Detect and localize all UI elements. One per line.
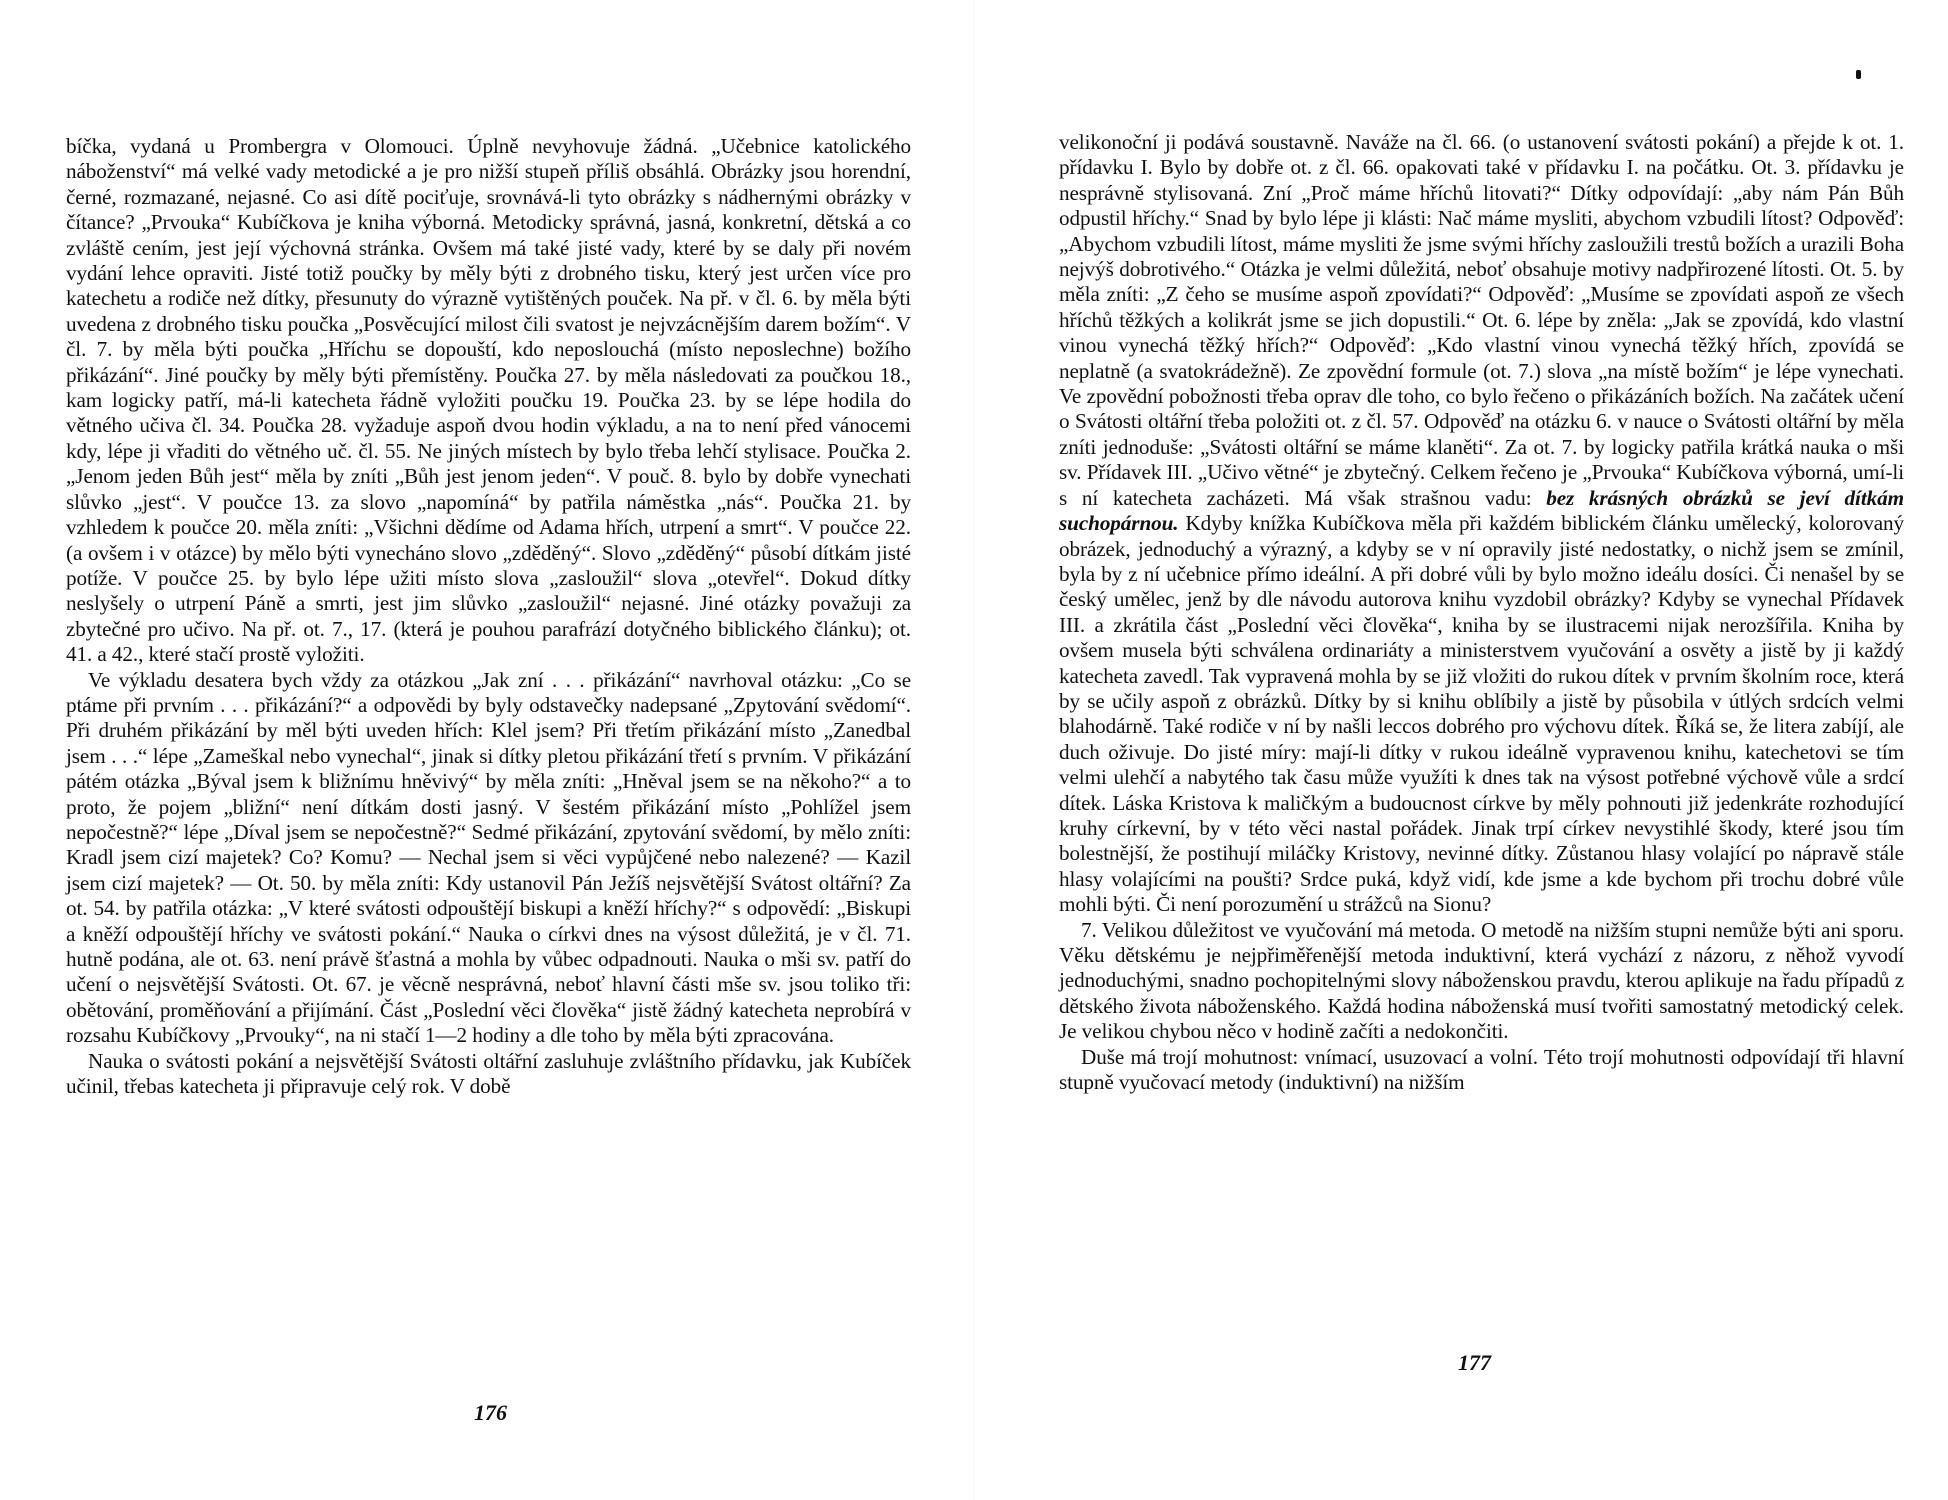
left-page-text (66, 134, 911, 1099)
right-page (974, 0, 1948, 1500)
left-paragraph-1: bíčka, vydaná u Prombergra v Olomouci. Úplně nevyhovuje žádná. „Učebnice katolického náboženství“ má velké vady metodické a je pro nižší stupeň příliš obsáhlá. Obrázky jsou horendní, černé, rozmazané, nejasné. Co asi dítě pociťuje, srovnává-li tyto obrázky s nádhernými obrázky v čítance? „Prvouka“ Kubíčkova je kniha výborná. Metodicky správná, jasná, konkretní, dětská a co zvláště cením, jest její výchovná stránka. Ovšem má také jisté vady, které by se daly při novém vydání lehce opraviti. Jisté totiž poučky by měly býti z drobného tisku, který jest určen více pro katechetu a rodiče než dítky, přesunuty do výrazně vytištěných pouček. Na př. v čl. 6. by měla býti uvedena z drobného tisku poučka „Posvěcující milost čili svatost je nejvzácnějším darem božím“. V čl. 7. by měla býti poučka „Hříchu se dopouští, kdo neposlouchá (místo neposlechne) božího přikázání“. Jiné poučky by měly býti přemístěny. Poučka 27. by měla následovati za poučkou 18., kam logicky patří, má-li katecheta řádně vyložiti poučku 19. Poučka 23. by se lépe hodila do větného učiva čl. 34. Poučka 28. vyžaduje aspoň dvou hodin výkladu, a na to není před vánocemi kdy, lépe ji vřaditi do větného uč. čl. 55. Ne jiných místech by bylo třeba lehčí stylisace. Poučka 2. „Jenom jeden Bůh jest“ měla by zníti „Bůh jest jenom jeden“. V pouč. 8. bylo by dobře vynechati slůvko „jest“. V poučce 13. za slovo „napomíná“ by patřila náměstka „nás“. Poučka 21. by vzhledem k poučce 20. měla zníti: „Všichni dědíme od Adama hřích, utrpení a smrt“. V poučce 22. (a ovšem i v otázce) by mělo býti vynecháno slovo „zděděný“. Slovo „zděděný“ působí dítkám jisté potíže. V poučce 25. by bylo lépe užiti místo slova „zasloužil“ slova „otevřel“. Dokud dítky neslyšely o utrpení Páně a smrti, jest jim slůvko „zasloužil“ nejasné. Jiné otázky považuji za zbytečné pro učivo. Na př. ot. 7., 17. (která je pouhou parafrází dotyčného biblického článku); ot. 41. a 42., které stačí prostě vyložiti. (66, 134, 911, 667)
right-paragraph-1-emphasis: bez krásných obrázků se jeví dítkám suchopárnou. (1059, 485, 1904, 536)
right-paragraph-1 (1059, 130, 1904, 918)
right-paragraph-2-text: 7. Velikou důležitost ve vyučování má metoda. O metodě na nižším stupni nemůže býti ani sporu. Věku dětskému je nejpřiměřenější metoda induktivní, která vychází z názoru, z něhož vyvodí jednoduchými, snadno pochopitelnými slovy náboženskou pravdu, kterou aplikuje na řadu případů z dětského života náboženského. Každá hodina náboženská musí tvořiti samostatný metodický celek. Je velikou chybou něco v hodině začíti a nedokončiti. (1059, 917, 1904, 1044)
right-paragraph-1-part-a: velikonoční ji podává soustavně. Naváže na čl. 66. (o ustanovení svátosti pokání) a přejde k ot. 1. přídavku I. Bylo by dobře ot. z čl. 66. opakovati také v přídavku I. na počátku. Ot. 3. přídavku je nesprávně stylisovaná. Zní „Proč máme hříchů litovati?“ Dítky odpovídají: „aby nám Pán Bůh odpustil hříchy.“ Snad by bylo lépe ji klásti: Nač máme mysliti, abychom vzbudili lítost? Odpověď: „Abychom vzbudili lítost, máme mysliti že jsme svými hříchy zasloužili trestů božích a urazili Boha nejvýš dobrotivého.“ Otázka je velmi důležitá, neboť obsahuje motivy nadpřirozené lítosti. Ot. 5. by měla zníti: „Z čeho se musíme aspoň zpovídati?“ Odpověď: „Musíme se zpovídati aspoň ze všech hříchů těžkých a kolikrát jsme se jich dopustili.“ Ot. 6. lépe by zněla: „Jak se zpovídá, kdo vlastní vinou vynechá těžký hřích?“ Odpověď: „Kdo vlastní vinou vynechá těžký hřích, zpovídá se neplatně (a svatokrádežně). Ze zpovědní formule (ot. 7.) slova „na místě božím“ je lépe vynechati. Ve zpovědní pobožnosti třeba oprav dle toho, co bylo řečeno o přikázáních božích. Na začátek učení o Svátosti oltářní třeba položiti ot. z čl. 57. Odpověď na otázku 6. v nauce o Svátosti oltářní by měla zníti jednoduše: „Svátosti oltářní se máme klaněti“. Za ot. 7. by logicky patřila krátká nauka o mši sv. Přídavek III. „Učivo větné“ je zbytečný. Celkem řečeno je „Prvouka“ Kubíčkova výborná, umí-li s ní katecheta zacházeti. Má však strašnou vadu: (1059, 130, 1904, 510)
right-paragraph-3 (1059, 1045, 1904, 1096)
print-mark (1856, 70, 1861, 79)
right-page-text (1059, 130, 1904, 1095)
page-number-right: 177 (1458, 1350, 1491, 1375)
left-paragraph-3: Nauka o svátosti pokání a nejsvětější Svátosti oltářní zasluhuje zvláštního přídavku, jak Kubíček učinil, třebas katecheta ji připravuje celý rok. V době (66, 1048, 911, 1099)
page-number-left: 176 (474, 1400, 507, 1425)
left-paragraph-2: Ve výkladu desatera bych vždy za otázkou „Jak zní . . . přikázání“ navrhoval otázku: „Co se ptáme při prvním . . . přikázání?“ a odpovědi by byly odstavečky nadepsané „Zpytování svědomí“. Při druhém přikázání by měl býti uveden hřích: Klel jsem? Při třetím přikázání místo „Zanedbal jsem . . .“ lépe „Zameškal nebo vynechal“, jinak si dítky pletou přikázání třetí s prvním. V přikázání pátém otázka „Býval jsem k bližnímu hněvivý“ by měla zníti: „Hněval jsem se na někoho?“ a to proto, že pojem „bližní“ není dítkám dosti jasný. V šestém přikázání místo „Pohlížel jsem nepočestně?“ lépe „Díval jsem se nepočestně?“ Sedmé přikázání, zpytování svědomí, by mělo zníti: Kradl jsem cizí majetek? Co? Komu? — Nechal jsem si věci vypůjčené nebo nalezené? — Kazil jsem cizí majetek? — Ot. 50. by měla zníti: Kdy ustanovil Pán Ježíš nejsvětější Svátost oltářní? Za ot. 54. by patřila otázka: „V které svátosti odpouštějí biskupi a kněží hříchy?“ s odpovědí: „Biskupi a kněží odpouštějí hříchy ve svátosti pokání.“ Nauka o církvi dnes na výsost důležitá, je v čl. 71. hutně podána, ale ot. 63. není právě šťastná a mohla by vůbec odpadnouti. Nauka o mši sv. patří do učení o nejsvětější Svátosti. Ot. 67. je věcně nesprávná, neboť hlavní části mše sv. jsou toliko tři: obětování, proměňování a přijímání. Část „Poslední věci člověka“ jistě žádný katecheta neprobírá v rozsahu Kubíčkovy „Prvouky“, na ni stačí 1—2 hodiny a dle toho by měla býti zpracována. (66, 667, 911, 1048)
right-paragraph-3-text: Duše má trojí mohutnost: vnímací, usuzovací a volní. Této trojí mohutnosti odpovídají tři hlavní stupně vyučovací metody (induktivní) na nižším (1059, 1044, 1904, 1095)
right-paragraph-2 (1059, 918, 1904, 1045)
right-paragraph-1-part-b: Kdyby knížka Kubíčkova měla při každém biblickém článku umělecký, kolorovaný obrázek, jednoduchý a výrazný, a kdyby se v ní opravily jisté nedostatky, o nichž jsem se zmínil, byla by z ní učebnice přímo ideální. A při dobré vůli by bylo možno ideálu dosíci. Či nenašel by se český umělec, jenž by dle návodu autorova knihu vyzdobil obrázky? Kdyby se vynechal Přídavek III. a zkrátila část „Poslední věci člověka“, kniha by se ilustracemi nijak nerozšířila. Kniha by ovšem musela býti schválena ordinariáty a ministerstvem vyučování a osvěty a jistě by ji každý katecheta zavedl. Tak vypravená mohla by se již vložiti do rukou dítek v prvním školním roce, která by se učily aspoň z obrázků. Dítky by si knihu oblíbily a jistě by působila v útlých srdcích velmi blahodárně. Také rodiče v ní by našli leccos dobrého pro výchovu dítek. Říká se, že litera zabíjí, ale duch oživuje. Do jisté míry: mají-li dítky v rukou ideálně vypravenou knihu, katechetovi se tím velmi ulehčí a nabytého tak času může využíti k dnes tak na výsost potřebné výchově vůle a srdcí dítek. Láska Kristova k maličkým a budoucnost církve by měly pohnouti již jedenkráte rozhodující kruhy církevní, by v této věci nastal pořádek. Jinak trpí církev nevystihlé škody, které jsou tím bolestnější, že postihují miláčky Kristovy, nevinné dítky. Zůstanou hlasy volající po nápravě stále hlasy volajícími na poušti? Srdce puká, když vidí, kde jsme a kde bychom při trochu dobré vůle mohli býti. Či není porozumění u strážců na Sionu? (1059, 511, 1904, 917)
